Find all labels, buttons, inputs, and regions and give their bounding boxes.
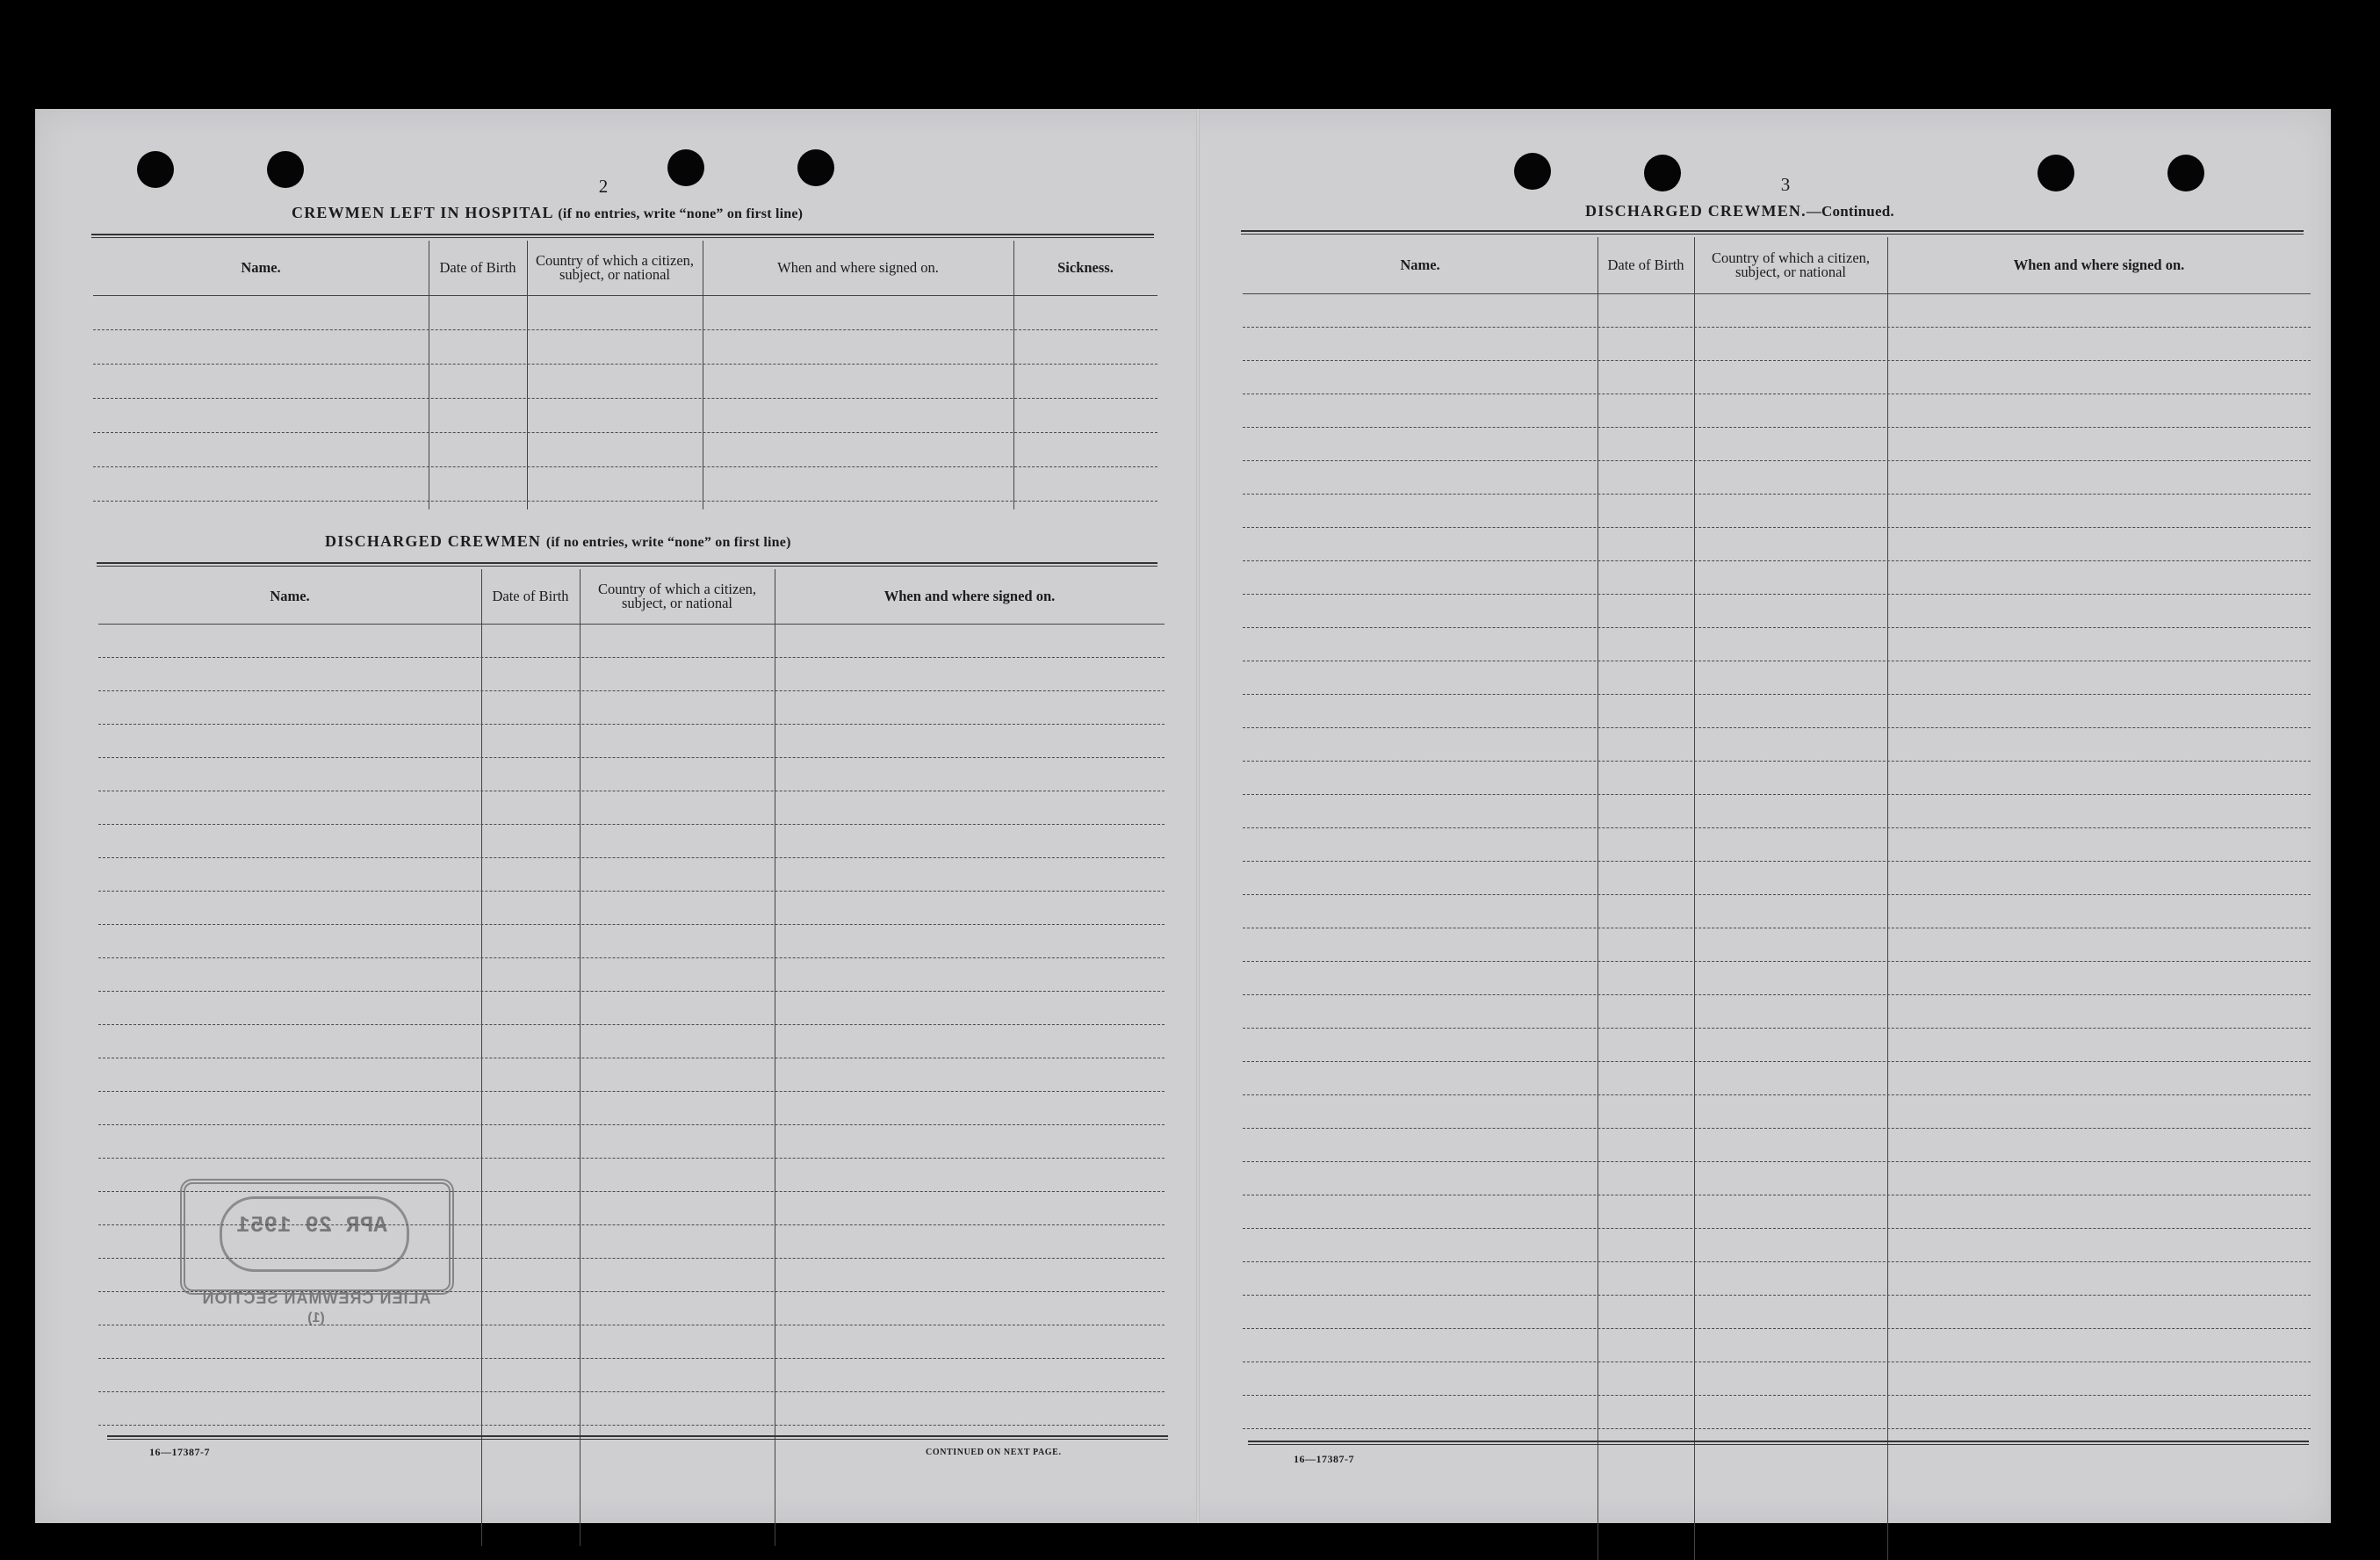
table-row-line <box>1243 994 2311 995</box>
column-separator <box>527 241 528 509</box>
table-row-line <box>1243 861 2311 862</box>
table-row-line <box>1243 1028 2311 1029</box>
discharged-table <box>98 569 1165 1546</box>
table-row-line <box>98 724 1165 725</box>
table-row-line <box>1243 1428 2311 1429</box>
table-row-line <box>1243 427 2311 428</box>
left-bottom-rule <box>107 1435 1168 1440</box>
column-header: When and where signed on. <box>2013 256 2185 273</box>
column-separator <box>1013 241 1014 509</box>
column-header: Name. <box>1400 256 1440 273</box>
table-row-line <box>98 757 1165 758</box>
hospital-top-rule <box>91 234 1154 238</box>
column-header: Date of Birth <box>439 259 516 276</box>
column-header: When and where signed on. <box>777 259 939 276</box>
hospital-section-title <box>292 204 803 222</box>
form-code: 16—17387-7 <box>1294 1453 1354 1465</box>
discharged-title-note: (if no entries, write “none” on first line) <box>545 535 791 550</box>
discharged-title-text: DISCHARGED CREWMEN <box>325 532 542 550</box>
table-row-line <box>1243 360 2311 361</box>
right-top-rule <box>1241 230 2304 235</box>
table-row-line <box>1243 494 2311 495</box>
table-row-line <box>93 432 1158 433</box>
discharged-continued-text: DISCHARGED CREWMEN. <box>1585 202 1807 220</box>
table-row-line <box>1243 694 2311 695</box>
column-header: When and where signed on. <box>883 588 1056 604</box>
table-row-line <box>98 1158 1165 1159</box>
table-row-line <box>1243 460 2311 461</box>
header-rule <box>93 295 1158 296</box>
table-row-line <box>1243 1061 2311 1062</box>
table-row-line <box>1243 1361 2311 1362</box>
discharged-continued-title <box>1585 202 1894 220</box>
table-row-line <box>1243 560 2311 561</box>
ledger-sheet <box>35 109 2331 1523</box>
stamp-date: APR 29 1951 <box>236 1212 387 1239</box>
hospital-table <box>93 241 1158 509</box>
page-number: 2 <box>598 176 609 197</box>
table-row-line <box>98 991 1165 992</box>
table-row-line <box>98 891 1165 892</box>
form-code: 16—17387-7 <box>149 1446 210 1458</box>
table-row-line <box>1243 1328 2311 1329</box>
stamp-section-name: ALIEN CREWMAN SECTION <box>201 1289 431 1307</box>
table-row-line <box>1243 1128 2311 1129</box>
table-row-line <box>98 1124 1165 1125</box>
table-row-line <box>98 1024 1165 1025</box>
hospital-title-note: (if no entries, write “none” on first line) <box>558 206 804 221</box>
table-row-line <box>1243 1228 2311 1229</box>
table-row-line <box>98 1425 1165 1426</box>
table-row-line <box>93 364 1158 365</box>
column-header: Name. <box>270 588 310 604</box>
discharged-section-title <box>325 532 791 551</box>
table-row-line <box>1243 1261 2311 1262</box>
table-row-line <box>1243 961 2311 962</box>
table-row-line <box>1243 1395 2311 1396</box>
continued-note: CONTINUED ON NEXT PAGE. <box>926 1448 1062 1457</box>
table-row-line <box>1243 627 2311 628</box>
table-row-line <box>93 398 1158 399</box>
table-row-line <box>1243 894 2311 895</box>
table-row-line <box>1243 594 2311 595</box>
table-row-line <box>98 857 1165 858</box>
continued-suffix: —Continued. <box>1806 203 1894 220</box>
right-bottom-rule <box>1248 1441 2309 1445</box>
page-number: 3 <box>1780 174 1791 195</box>
table-row-line <box>98 1091 1165 1092</box>
table-row-line <box>93 466 1158 467</box>
table-row-line <box>93 329 1158 330</box>
header-rule <box>1243 293 2311 294</box>
column-header: Country of which a citizen, subject, or national <box>1711 249 1871 280</box>
table-row-line <box>1243 827 2311 828</box>
table-row-line <box>1243 761 2311 762</box>
column-header: Date of Birth <box>1607 256 1684 273</box>
column-header: Sickness. <box>1057 259 1114 276</box>
table-row-line <box>1243 727 2311 728</box>
discharged-continued-table <box>1243 237 2311 1560</box>
table-row-line <box>98 657 1165 658</box>
column-header: Name. <box>241 259 281 276</box>
column-header: Country of which a citizen, subject, or national <box>597 581 757 611</box>
table-row-line <box>1243 1295 2311 1296</box>
table-row-line <box>98 690 1165 691</box>
table-row-line <box>93 501 1158 502</box>
table-row-line <box>98 924 1165 925</box>
right-page <box>1199 109 2331 1523</box>
hospital-title-text: CREWMEN LEFT IN HOSPITAL <box>292 204 553 221</box>
column-header: Date of Birth <box>492 588 569 604</box>
table-row-line <box>1243 327 2311 328</box>
left-page <box>35 109 1199 1523</box>
table-row-line <box>1243 527 2311 528</box>
table-row-line <box>98 824 1165 825</box>
received-stamp <box>176 1179 492 1328</box>
header-rule <box>98 624 1165 625</box>
column-header: Country of which a citizen, subject, or national <box>535 252 695 283</box>
table-row-line <box>98 957 1165 958</box>
table-row-line <box>1243 794 2311 795</box>
stamp-section-number: (1) <box>307 1311 325 1325</box>
discharged-top-rule <box>97 562 1158 567</box>
table-row-line <box>1243 1161 2311 1162</box>
table-row-line <box>98 1358 1165 1359</box>
table-row-line <box>1243 1094 2311 1095</box>
table-row-line <box>98 1391 1165 1392</box>
